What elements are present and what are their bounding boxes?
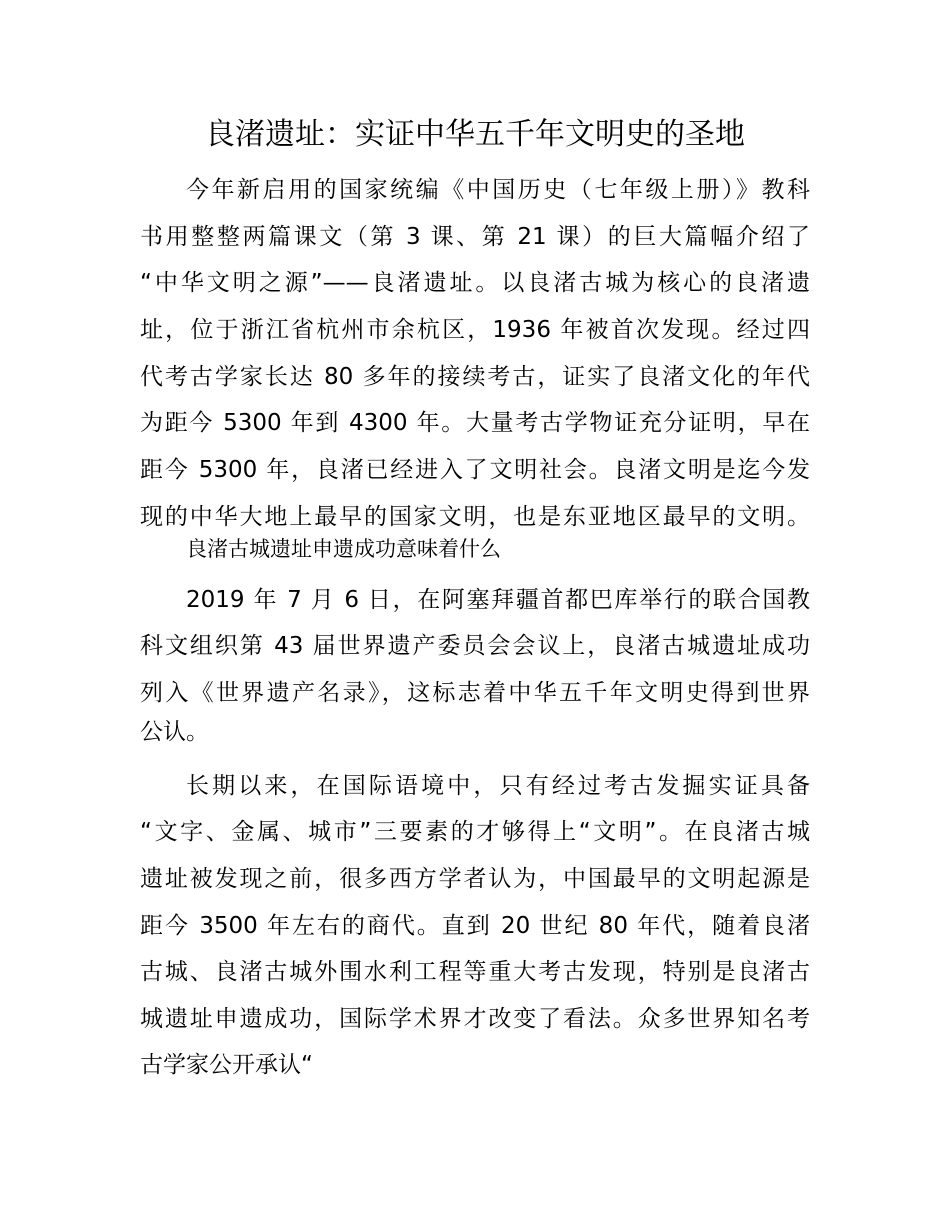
- paragraph-line: 长期以来，在国际语境中，只有经过考古发掘实证具备: [186, 773, 810, 799]
- paragraph-line: 科文组织第 43 届世界遗产委员会会议上，良渚古城遗址成功: [140, 633, 810, 659]
- paragraph-line: 古学家公开承认“: [140, 1052, 313, 1078]
- paragraph-line: 列入《世界遗产名录》，这标志着中华五千年文明史得到世界: [140, 680, 810, 706]
- paragraph-line: 古城、良渚古城外围水利工程等重大考古发现，特别是良渚古: [140, 959, 810, 985]
- paragraph-line: 距今 5300 年，良渚已经进入了文明社会。良渚文明是迄今发: [140, 457, 810, 483]
- paragraph-line: 为距今 5300 年到 4300 年。大量考古学物证充分证明，早在: [140, 410, 810, 436]
- subheading: 良渚古城遗址申遗成功意味着什么: [186, 537, 501, 561]
- paragraph-line: 遗址被发现之前，很多西方学者认为，中国最早的文明起源是: [140, 866, 810, 892]
- paragraph-line: “文字、金属、城市”三要素的才够得上“文明”。在良渚古城: [140, 819, 810, 845]
- document-title: 良渚遗址：实证中华五千年文明史的圣地: [205, 117, 745, 152]
- paragraph-line: 书用整整两篇课文（第 3 课、第 21 课）的巨大篇幅介绍了: [140, 224, 810, 250]
- paragraph-line: 址，位于浙江省杭州市余杭区，1936 年被首次发现。经过四: [140, 317, 810, 343]
- paragraph-line: “中华文明之源”——良渚遗址。以良渚古城为核心的良渚遗: [140, 270, 810, 296]
- paragraph-line: 代考古学家长达 80 多年的接续考古，证实了良渚文化的年代: [140, 364, 810, 390]
- paragraph-line: 今年新启用的国家统编《中国历史（七年级上册）》教科: [186, 177, 810, 203]
- paragraph-line: 2019 年 7 月 6 日，在阿塞拜疆首都巴库举行的联合国教: [186, 587, 810, 613]
- paragraph-line: 距今 3500 年左右的商代。直到 20 世纪 80 年代，随着良渚: [140, 913, 810, 939]
- paragraph-line: 现的中华大地上最早的国家文明，也是东亚地区最早的文明。: [140, 504, 810, 530]
- paragraph-line: 公认。: [140, 719, 209, 745]
- paragraph-line: 城遗址申遗成功，国际学术界才改变了看法。众多世界知名考: [140, 1006, 810, 1032]
